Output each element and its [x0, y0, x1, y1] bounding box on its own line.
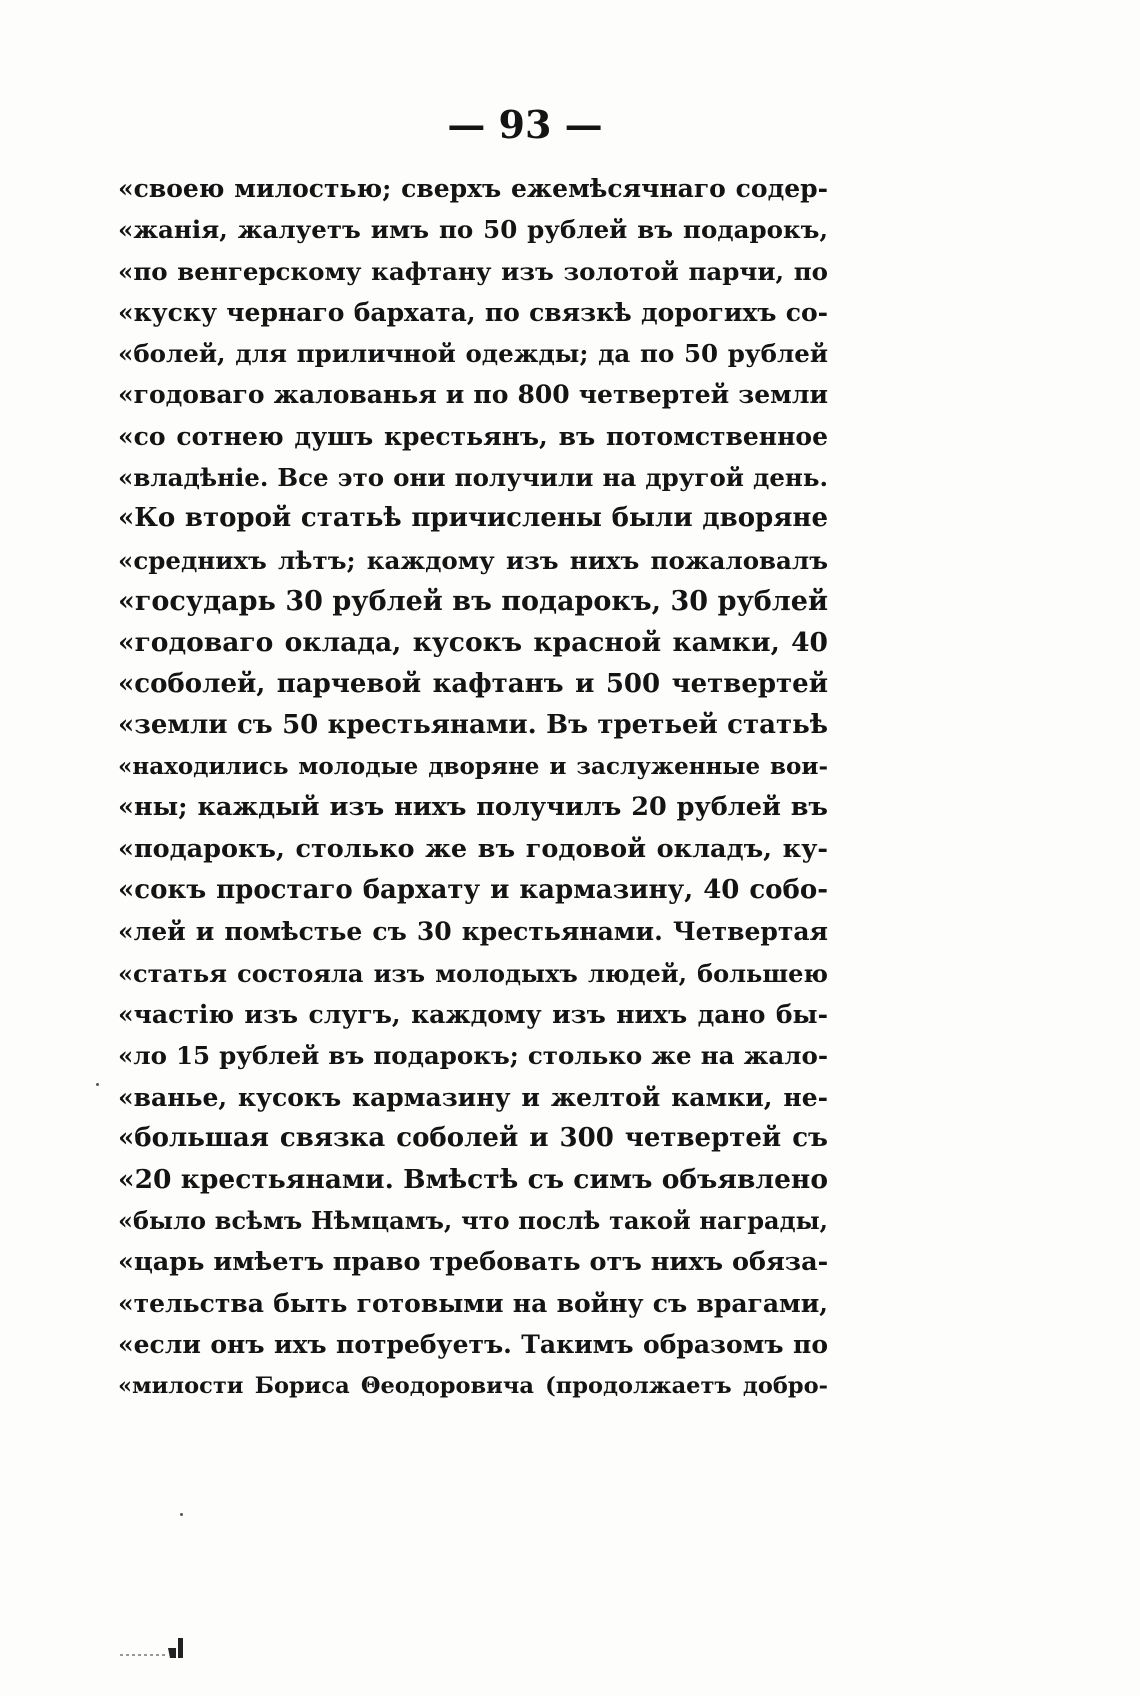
text-line: «по венгерскому кафтану изъ золотой парчи, по [118, 256, 828, 286]
text-line: «статья состояла изъ молодыхъ людей, большею [118, 958, 828, 988]
text-line: «своею милостью; сверхъ ежемѣсячнаго содер- [118, 174, 828, 203]
text-line: «большая связка соболей и 300 четвертей съ [118, 1122, 828, 1153]
text-line: «ванье, кусокъ кармазину и желтой камки, не- [118, 1082, 828, 1112]
text-line: «жанія, жалуетъ имъ по 50 рублей въ подарокъ, [118, 215, 828, 245]
text-line: «тельства быть готовыми на войну съ врагами, [118, 1289, 828, 1319]
scan-speck [96, 1083, 99, 1086]
text-line: «земли съ 50 крестьянами. Въ третьей статьѣ [118, 709, 828, 740]
text-line: «царь имѣетъ право требовать отъ нихъ обяза- [118, 1246, 829, 1277]
text-line: «со сотнею душъ крестьянъ, въ потомственное [118, 421, 828, 451]
scan-speck [180, 1513, 183, 1516]
text-line: «среднихъ лѣтъ; каждому изъ нихъ пожаловалъ [118, 545, 828, 575]
text-line: «милости Бориса Θеодоровича (продолжаетъ добро- [118, 1372, 828, 1399]
text-line: «владѣніе. Все это они получили на другой день. [118, 463, 828, 493]
text-line: «если онъ ихъ потребуетъ. Такимъ образомъ по [118, 1330, 828, 1360]
text-line: «20 крестьянами. Вмѣстѣ съ симъ объявлено [118, 1164, 828, 1196]
text-line: «ло 15 рублей въ подарокъ; столько же на жало- [118, 1041, 828, 1071]
text-line: «Ко второй статьѣ причислены были дворяне [118, 503, 828, 534]
text-line: «годоваго оклада, кусокъ красной камки, 40 [118, 627, 828, 659]
text-line: «соболей, парчевой кафтанъ и 500 четвертей [118, 668, 828, 699]
text-line: «государь 30 рублей въ подарокъ, 30 рублей [118, 585, 828, 617]
text-line: «подарокъ, столько же въ годовой окладъ, ку- [118, 833, 828, 864]
text-line: «годоваго жалованья и по 800 четвертей земли [118, 380, 828, 410]
text-line: «болей, для приличной одежды; да по 50 рублей [118, 339, 828, 369]
text-line: «сокъ простаго бархату и кармазину, 40 собо- [118, 875, 828, 906]
body-text [118, 168, 828, 1407]
page-number: — 93 — [447, 102, 603, 147]
text-line: «было всѣмъ Нѣмцамъ, что послѣ такой награды, [118, 1206, 828, 1236]
text-line: «ны; каждый изъ нихъ получилъ 20 рублей въ [118, 792, 828, 823]
text-line: «лей и помѣстье съ 30 крестьянами. Четвертая [118, 917, 828, 947]
text-line: «куску чернаго бархата, по связкѣ дорогихъ со- [118, 297, 828, 327]
printer-mark-icon [120, 1622, 192, 1662]
text-line: «находились молодые дворяне и заслуженные вои- [118, 753, 828, 781]
text-line: «частію изъ слугъ, каждому изъ нихъ дано бы- [118, 999, 828, 1029]
